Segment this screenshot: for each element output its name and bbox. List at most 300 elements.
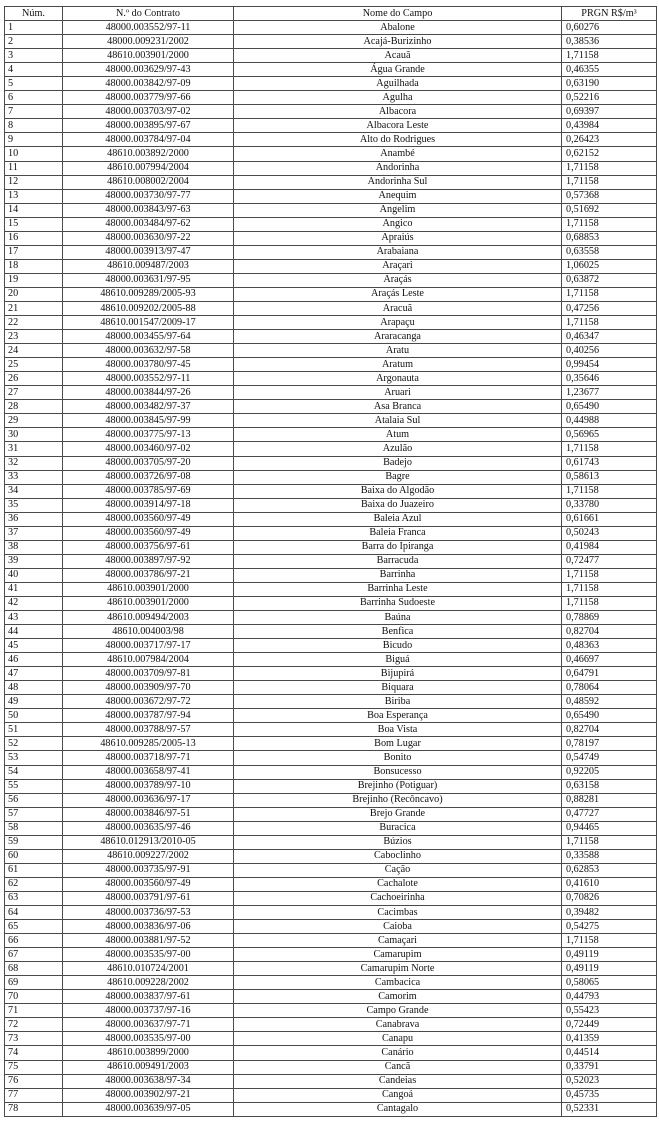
field-name-cell: Camarupim Norte — [234, 962, 562, 976]
contract-number-cell: 48000.003836/97-06 — [63, 920, 234, 934]
row-number-cell: 68 — [5, 962, 63, 976]
row-number-cell: 33 — [5, 470, 63, 484]
field-name-cell: Biquara — [234, 681, 562, 695]
table-row — [5, 344, 657, 358]
field-name-cell: Arapaçu — [234, 316, 562, 330]
prgn-value-cell: 0,50243 — [562, 526, 657, 540]
table-row — [5, 147, 657, 161]
prgn-value-cell: 0,47256 — [562, 301, 657, 315]
contract-number-cell: 48000.003460/97-02 — [63, 442, 234, 456]
field-name-cell: Araçás — [234, 273, 562, 287]
field-name-cell: Cação — [234, 863, 562, 877]
prgn-value-cell: 0,63872 — [562, 273, 657, 287]
table-row — [5, 259, 657, 273]
table-row — [5, 512, 657, 526]
row-number-cell: 25 — [5, 358, 63, 372]
prgn-value-cell: 0,46355 — [562, 63, 657, 77]
table-row — [5, 21, 657, 35]
contract-number-cell: 48000.003455/97-64 — [63, 330, 234, 344]
row-number-cell: 67 — [5, 948, 63, 962]
table-row — [5, 948, 657, 962]
field-name-cell: Andorinha — [234, 161, 562, 175]
row-number-cell: 11 — [5, 161, 63, 175]
prgn-value-cell: 0,63158 — [562, 779, 657, 793]
field-name-cell: Caboclinho — [234, 849, 562, 863]
field-name-cell: Acajá-Burizinho — [234, 35, 562, 49]
table-row — [5, 611, 657, 625]
row-number-cell: 20 — [5, 287, 63, 301]
table-row — [5, 1088, 657, 1102]
row-number-cell: 23 — [5, 330, 63, 344]
table-row — [5, 63, 657, 77]
field-name-cell: Baixa do Algodão — [234, 484, 562, 498]
table-row — [5, 175, 657, 189]
prgn-value-cell: 0,78869 — [562, 611, 657, 625]
contract-number-cell: 48000.003672/97-72 — [63, 695, 234, 709]
prgn-value-cell: 0,82704 — [562, 625, 657, 639]
contract-number-cell: 48000.003780/97-45 — [63, 358, 234, 372]
field-name-cell: Bijupirá — [234, 667, 562, 681]
contract-number-cell: 48610.009487/2003 — [63, 259, 234, 273]
row-number-cell: 54 — [5, 765, 63, 779]
contract-number-cell: 48000.003552/97-11 — [63, 21, 234, 35]
row-number-cell: 71 — [5, 1004, 63, 1018]
row-number-cell: 75 — [5, 1060, 63, 1074]
field-name-cell: Apraiús — [234, 231, 562, 245]
row-number-cell: 61 — [5, 863, 63, 877]
prgn-value-cell: 0,99454 — [562, 358, 657, 372]
table-row — [5, 709, 657, 723]
row-number-cell: 77 — [5, 1088, 63, 1102]
contract-number-cell: 48000.003718/97-71 — [63, 751, 234, 765]
table-row — [5, 498, 657, 512]
row-number-cell: 22 — [5, 316, 63, 330]
contract-number-cell: 48000.003709/97-81 — [63, 667, 234, 681]
row-number-cell: 66 — [5, 934, 63, 948]
contract-number-cell: 48000.003705/97-20 — [63, 456, 234, 470]
prgn-value-cell: 0,78197 — [562, 737, 657, 751]
prgn-value-cell: 0,39482 — [562, 906, 657, 920]
table-row — [5, 934, 657, 948]
prgn-value-cell: 0,33780 — [562, 498, 657, 512]
field-name-cell: Boa Vista — [234, 723, 562, 737]
field-name-cell: Baleia Franca — [234, 526, 562, 540]
table-row — [5, 386, 657, 400]
prgn-value-cell: 0,52216 — [562, 91, 657, 105]
row-number-cell: 53 — [5, 751, 63, 765]
field-name-cell: Canabrava — [234, 1018, 562, 1032]
contract-number-cell: 48000.003535/97-00 — [63, 1032, 234, 1046]
row-number-cell: 15 — [5, 217, 63, 231]
contract-number-cell: 48000.003717/97-17 — [63, 639, 234, 653]
prgn-value-cell: 0,60276 — [562, 21, 657, 35]
prgn-value-cell: 1,71158 — [562, 287, 657, 301]
prgn-value-cell: 0,68853 — [562, 231, 657, 245]
table-row — [5, 400, 657, 414]
field-name-cell: Aguilhada — [234, 77, 562, 91]
contract-number-cell: 48000.003902/97-21 — [63, 1088, 234, 1102]
field-name-cell: Camorim — [234, 990, 562, 1004]
contract-number-cell: 48000.003552/97-11 — [63, 372, 234, 386]
contract-number-cell: 48000.003785/97-69 — [63, 484, 234, 498]
row-number-cell: 56 — [5, 793, 63, 807]
table-row — [5, 316, 657, 330]
prgn-value-cell: 0,65490 — [562, 400, 657, 414]
contract-number-cell: 48610.003901/2000 — [63, 582, 234, 596]
table-row — [5, 456, 657, 470]
table-row — [5, 695, 657, 709]
field-name-cell: Cantagalo — [234, 1102, 562, 1116]
contract-number-cell: 48610.007984/2004 — [63, 653, 234, 667]
table-row — [5, 821, 657, 835]
table-row — [5, 287, 657, 301]
contract-number-cell: 48610.009491/2003 — [63, 1060, 234, 1074]
table-row — [5, 765, 657, 779]
prgn-value-cell: 0,82704 — [562, 723, 657, 737]
table-row — [5, 414, 657, 428]
prgn-value-cell: 1,71158 — [562, 934, 657, 948]
field-name-cell: Asa Branca — [234, 400, 562, 414]
table-row — [5, 470, 657, 484]
row-number-cell: 78 — [5, 1102, 63, 1116]
field-name-cell: Boa Esperança — [234, 709, 562, 723]
prgn-value-cell: 1,71158 — [562, 161, 657, 175]
prgn-value-cell: 0,61743 — [562, 456, 657, 470]
contract-number-cell: 48000.003637/97-71 — [63, 1018, 234, 1032]
field-name-cell: Canário — [234, 1046, 562, 1060]
prgn-value-cell: 0,43984 — [562, 119, 657, 133]
table-row — [5, 245, 657, 259]
contract-number-cell: 48000.003484/97-62 — [63, 217, 234, 231]
contract-number-cell: 48000.003845/97-99 — [63, 414, 234, 428]
table-row — [5, 906, 657, 920]
table-row — [5, 1102, 657, 1116]
row-number-cell: 65 — [5, 920, 63, 934]
contract-number-cell: 48610.009285/2005-13 — [63, 737, 234, 751]
field-name-cell: Atalaia Sul — [234, 414, 562, 428]
row-number-cell: 21 — [5, 301, 63, 315]
prgn-value-cell: 1,71158 — [562, 568, 657, 582]
table-row — [5, 653, 657, 667]
prgn-value-cell: 0,49119 — [562, 962, 657, 976]
contract-number-cell: 48000.003736/97-53 — [63, 906, 234, 920]
table-body — [5, 21, 657, 1117]
prgn-value-cell: 1,71158 — [562, 582, 657, 596]
column-header-prgn: PRGN R$/m³ — [562, 7, 657, 21]
prgn-value-cell: 0,35646 — [562, 372, 657, 386]
column-header-contract: N.º do Contrato — [63, 7, 234, 21]
field-name-cell: Anambé — [234, 147, 562, 161]
row-number-cell: 74 — [5, 1046, 63, 1060]
row-number-cell: 5 — [5, 77, 63, 91]
field-name-cell: Bicudo — [234, 639, 562, 653]
contract-number-cell: 48000.003630/97-22 — [63, 231, 234, 245]
row-number-cell: 49 — [5, 695, 63, 709]
row-number-cell: 27 — [5, 386, 63, 400]
field-name-cell: Cangoá — [234, 1088, 562, 1102]
prgn-value-cell: 0,63190 — [562, 77, 657, 91]
contract-number-cell: 48610.003901/2000 — [63, 49, 234, 63]
table-row — [5, 189, 657, 203]
table-row — [5, 217, 657, 231]
table-row — [5, 863, 657, 877]
table-row — [5, 807, 657, 821]
field-name-cell: Abalone — [234, 21, 562, 35]
field-name-cell: Candeias — [234, 1074, 562, 1088]
field-name-cell: Atum — [234, 428, 562, 442]
contract-number-cell: 48000.003779/97-66 — [63, 91, 234, 105]
field-name-cell: Baixa do Juazeiro — [234, 498, 562, 512]
row-number-cell: 38 — [5, 540, 63, 554]
table-row — [5, 990, 657, 1004]
table-row — [5, 793, 657, 807]
table-row — [5, 1046, 657, 1060]
table-row — [5, 428, 657, 442]
contract-number-cell: 48610.001547/2009-17 — [63, 316, 234, 330]
table-row — [5, 540, 657, 554]
table-row — [5, 779, 657, 793]
prgn-value-cell: 0,33588 — [562, 849, 657, 863]
field-name-cell: Andorinha Sul — [234, 175, 562, 189]
contract-number-cell: 48610.003901/2000 — [63, 596, 234, 610]
prgn-value-cell: 1,23677 — [562, 386, 657, 400]
table-row — [5, 161, 657, 175]
row-number-cell: 7 — [5, 105, 63, 119]
prgn-value-cell: 0,45735 — [562, 1088, 657, 1102]
field-name-cell: Barra do Ipiranga — [234, 540, 562, 554]
table-row — [5, 1074, 657, 1088]
prgn-value-cell: 0,58613 — [562, 470, 657, 484]
row-number-cell: 32 — [5, 456, 63, 470]
prgn-value-cell: 1,71158 — [562, 442, 657, 456]
field-name-cell: Albacora — [234, 105, 562, 119]
contract-number-cell: 48610.009202/2005-88 — [63, 301, 234, 315]
contract-number-cell: 48000.003703/97-02 — [63, 105, 234, 119]
contract-number-cell: 48000.003560/97-49 — [63, 526, 234, 540]
row-number-cell: 63 — [5, 891, 63, 905]
row-number-cell: 31 — [5, 442, 63, 456]
prgn-value-cell: 0,56965 — [562, 428, 657, 442]
prgn-value-cell: 0,47727 — [562, 807, 657, 821]
row-number-cell: 4 — [5, 63, 63, 77]
prgn-value-cell: 0,69397 — [562, 105, 657, 119]
prgn-value-cell: 0,26423 — [562, 133, 657, 147]
contract-number-cell: 48000.003631/97-95 — [63, 273, 234, 287]
contract-number-cell: 48610.009228/2002 — [63, 976, 234, 990]
field-name-cell: Bonito — [234, 751, 562, 765]
row-number-cell: 28 — [5, 400, 63, 414]
contract-number-cell: 48000.003636/97-17 — [63, 793, 234, 807]
prgn-value-cell: 1,71158 — [562, 217, 657, 231]
contract-number-cell: 48000.003560/97-49 — [63, 877, 234, 891]
contract-number-cell: 48000.003913/97-47 — [63, 245, 234, 259]
table-row — [5, 203, 657, 217]
prgn-value-cell: 0,40256 — [562, 344, 657, 358]
contract-number-cell: 48000.003629/97-43 — [63, 63, 234, 77]
table-row — [5, 442, 657, 456]
prgn-value-cell: 1,71158 — [562, 175, 657, 189]
table-row — [5, 330, 657, 344]
contract-number-cell: 48610.007994/2004 — [63, 161, 234, 175]
prgn-value-cell: 0,92205 — [562, 765, 657, 779]
table-header — [5, 7, 657, 21]
contract-number-cell: 48000.003897/97-92 — [63, 554, 234, 568]
field-name-cell: Camaçari — [234, 934, 562, 948]
prgn-value-cell: 0,44793 — [562, 990, 657, 1004]
table-row — [5, 526, 657, 540]
contract-number-cell: 48610.009227/2002 — [63, 849, 234, 863]
contract-number-cell: 48000.003846/97-51 — [63, 807, 234, 821]
row-number-cell: 36 — [5, 512, 63, 526]
table-row — [5, 962, 657, 976]
row-number-cell: 43 — [5, 611, 63, 625]
table-row — [5, 1060, 657, 1074]
row-number-cell: 26 — [5, 372, 63, 386]
field-name-cell: Alto do Rodrigues — [234, 133, 562, 147]
table-row — [5, 133, 657, 147]
field-name-cell: Angelim — [234, 203, 562, 217]
row-number-cell: 19 — [5, 273, 63, 287]
field-name-cell: Benfica — [234, 625, 562, 639]
field-name-cell: Cancã — [234, 1060, 562, 1074]
row-number-cell: 48 — [5, 681, 63, 695]
table-row — [5, 751, 657, 765]
field-name-cell: Azulão — [234, 442, 562, 456]
field-name-cell: Brejo Grande — [234, 807, 562, 821]
field-name-cell: Agulha — [234, 91, 562, 105]
field-name-cell: Buracica — [234, 821, 562, 835]
prgn-value-cell: 1,06025 — [562, 259, 657, 273]
field-name-cell: Barracuda — [234, 554, 562, 568]
prgn-value-cell: 0,70826 — [562, 891, 657, 905]
prgn-value-cell: 0,41359 — [562, 1032, 657, 1046]
row-number-cell: 29 — [5, 414, 63, 428]
table-row — [5, 484, 657, 498]
table-row — [5, 1018, 657, 1032]
prgn-value-cell: 0,48363 — [562, 639, 657, 653]
prgn-value-cell: 0,41984 — [562, 540, 657, 554]
column-header-num: Núm. — [5, 7, 63, 21]
contract-number-cell: 48000.003844/97-26 — [63, 386, 234, 400]
field-name-cell: Araracanga — [234, 330, 562, 344]
table-row — [5, 920, 657, 934]
row-number-cell: 12 — [5, 175, 63, 189]
prgn-value-cell: 1,71158 — [562, 316, 657, 330]
table-row — [5, 835, 657, 849]
row-number-cell: 70 — [5, 990, 63, 1004]
field-name-cell: Araçari — [234, 259, 562, 273]
prgn-value-cell: 0,41610 — [562, 877, 657, 891]
table-row — [5, 681, 657, 695]
contract-number-cell: 48610.008002/2004 — [63, 175, 234, 189]
table-row — [5, 582, 657, 596]
prgn-value-cell: 0,61661 — [562, 512, 657, 526]
prgn-value-cell: 0,51692 — [562, 203, 657, 217]
field-name-cell: Barrinha Leste — [234, 582, 562, 596]
table-row — [5, 1032, 657, 1046]
field-name-cell: Biriba — [234, 695, 562, 709]
field-name-cell: Cacimbas — [234, 906, 562, 920]
row-number-cell: 14 — [5, 203, 63, 217]
table-row — [5, 301, 657, 315]
field-name-cell: Arabaiana — [234, 245, 562, 259]
contract-number-cell: 48610.012913/2010-05 — [63, 835, 234, 849]
table-row — [5, 737, 657, 751]
field-name-cell: Bom Lugar — [234, 737, 562, 751]
prgn-value-cell: 0,44514 — [562, 1046, 657, 1060]
field-name-cell: Argonauta — [234, 372, 562, 386]
row-number-cell: 39 — [5, 554, 63, 568]
contract-number-cell: 48000.003756/97-61 — [63, 540, 234, 554]
field-name-cell: Brejinho (Recôncavo) — [234, 793, 562, 807]
field-name-cell: Brejinho (Potiguar) — [234, 779, 562, 793]
prgn-value-cell: 0,88281 — [562, 793, 657, 807]
row-number-cell: 57 — [5, 807, 63, 821]
contract-number-cell: 48610.010724/2001 — [63, 962, 234, 976]
contract-number-cell: 48000.003787/97-94 — [63, 709, 234, 723]
table-row — [5, 554, 657, 568]
prgn-value-cell: 0,52023 — [562, 1074, 657, 1088]
table-row — [5, 372, 657, 386]
prgn-value-cell: 0,62853 — [562, 863, 657, 877]
contract-number-cell: 48000.003842/97-09 — [63, 77, 234, 91]
contract-number-cell: 48000.003535/97-00 — [63, 948, 234, 962]
contract-number-cell: 48000.003632/97-58 — [63, 344, 234, 358]
row-number-cell: 58 — [5, 821, 63, 835]
field-name-cell: Búzios — [234, 835, 562, 849]
contract-number-cell: 48000.003775/97-13 — [63, 428, 234, 442]
row-number-cell: 44 — [5, 625, 63, 639]
field-name-cell: Aracuã — [234, 301, 562, 315]
contract-number-cell: 48000.003791/97-61 — [63, 891, 234, 905]
field-name-cell: Aratum — [234, 358, 562, 372]
table-row — [5, 35, 657, 49]
prgn-value-cell: 0,46347 — [562, 330, 657, 344]
contract-number-cell: 48000.003639/97-05 — [63, 1102, 234, 1116]
row-number-cell: 6 — [5, 91, 63, 105]
field-name-cell: Barrinha — [234, 568, 562, 582]
field-name-cell: Baleia Azul — [234, 512, 562, 526]
contract-number-cell: 48000.003726/97-08 — [63, 470, 234, 484]
field-name-cell: Bagre — [234, 470, 562, 484]
prgn-value-cell: 0,54275 — [562, 920, 657, 934]
table-row — [5, 273, 657, 287]
header-row — [5, 7, 657, 21]
prgn-value-cell: 0,33791 — [562, 1060, 657, 1074]
prgn-value-cell: 0,65490 — [562, 709, 657, 723]
contract-number-cell: 48000.003638/97-34 — [63, 1074, 234, 1088]
row-number-cell: 73 — [5, 1032, 63, 1046]
row-number-cell: 30 — [5, 428, 63, 442]
prgn-value-cell: 0,58065 — [562, 976, 657, 990]
row-number-cell: 10 — [5, 147, 63, 161]
table-row — [5, 891, 657, 905]
field-name-cell: Água Grande — [234, 63, 562, 77]
row-number-cell: 50 — [5, 709, 63, 723]
row-number-cell: 52 — [5, 737, 63, 751]
field-name-cell: Barrinha Sudoeste — [234, 596, 562, 610]
prgn-value-cell: 0,46697 — [562, 653, 657, 667]
contract-number-cell: 48000.003914/97-18 — [63, 498, 234, 512]
table-row — [5, 231, 657, 245]
table-row — [5, 77, 657, 91]
row-number-cell: 1 — [5, 21, 63, 35]
contract-number-cell: 48610.004003/98 — [63, 625, 234, 639]
field-name-cell: Angico — [234, 217, 562, 231]
row-number-cell: 76 — [5, 1074, 63, 1088]
row-number-cell: 45 — [5, 639, 63, 653]
prgn-value-cell: 1,71158 — [562, 596, 657, 610]
